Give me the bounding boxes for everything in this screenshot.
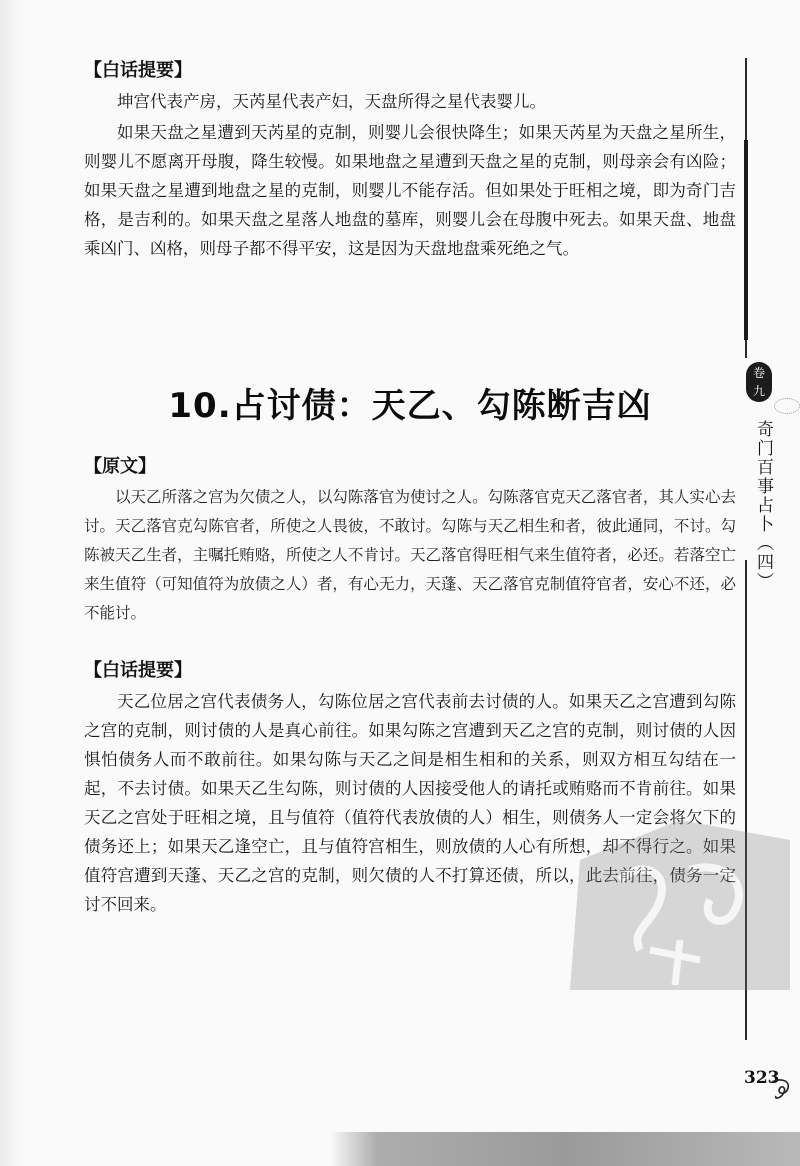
- running-book-title: 奇门百事占卜（四）: [753, 420, 773, 591]
- scan-artifact-strip: [330, 1132, 800, 1166]
- margin-rule-thick: [744, 140, 748, 340]
- summary-section-1: [84, 58, 736, 263]
- page-number: 323: [744, 1068, 780, 1088]
- volume-badge-bottom: 九: [752, 384, 765, 398]
- watermark-seal-icon: [560, 800, 800, 1000]
- chapter-title: 10.占讨债：天乙、勾陈断吉凶: [168, 386, 652, 426]
- summary-1-paragraph-2: 如果天盘之星遭到天芮星的克制，则婴儿会很快降生；如果天芮星为天盘之星所生，则婴儿不愿离开母腹，降生较慢。如果地盘之星遭到天盘之星的克制，则母亲会有凶险；如果天盘之星遭到地盘之星的克制，则婴儿不能存活。但如果处于旺相之境，即为奇门吉格，是吉利的。如果天盘之星落人地盘的墓库，则婴儿会在母腹中死去。如果天盘、地盘乘凶门、凶格，则母子都不得平安，这是因为天盘地盘乘死绝之气。: [84, 123, 736, 258]
- swirl-ornament-icon: [770, 1076, 794, 1102]
- volume-badge: [746, 362, 772, 402]
- summary-2-paragraph: 天乙位居之宫代表债务人，勾陈位居之宫代表前去讨债的人。如果天乙之宫遭到勾陈之宫的克制，则讨债的人是真心前往。如果勾陈之宫遭到天乙之宫的克制，则讨债的人因惧怕债务人而不敢前往。如果勾陈与天乙之间是相生相和的关系，则双方相互勾结在一起，不去讨债。如果天乙生勾陈，则讨债的人因接受他人的请托或贿赂而不肯前往。如果天乙之宫处于旺相之境，且与值符（值符代表放债的人）相生，则债务人一定会将欠下的债务还上；如果天乙逢空亡，且与值符宫相生，则放债的人心有所想，却不得行之。如果值符宫遭到天蓬、天乙之宫的克制，则欠债的人不打算还债，所以，此去前往，债务一定讨不回来。: [84, 692, 736, 914]
- section-heading-vernacular-2: 【白话提要】: [84, 660, 192, 681]
- gutter-shadow: [0, 0, 22, 1166]
- volume-badge-top: 卷: [752, 366, 765, 380]
- original-text-section: [84, 454, 736, 628]
- section-heading-vernacular-1: 【白话提要】: [84, 60, 192, 81]
- summary-1-paragraph-1: 坤宫代表产房，天芮星代表产妇，天盘所得之星代表婴儿。: [117, 92, 546, 111]
- ornament-icon: [774, 398, 800, 414]
- section-heading-original: 【原文】: [84, 456, 156, 477]
- original-text-paragraph: 以天乙所落之宫为欠债之人，以勾陈落官为使讨之人。勾陈落官克天乙落官者，其人实心去讨。天乙落官克勾陈官者，所使之人畏彼，不敢讨。勾陈与天乙相生和者，彼此通同，不讨。勾陈被天乙生者，主嘱托贿赂，所使之人不肯讨。天乙落官得旺相气来生值符者，必还。若落空亡来生值符（可知值符为放债之人）者，有心无力，天蓬、天乙落官克制值符官者，安心不还，必不能讨。: [84, 488, 736, 622]
- chapter-heading: [84, 384, 736, 428]
